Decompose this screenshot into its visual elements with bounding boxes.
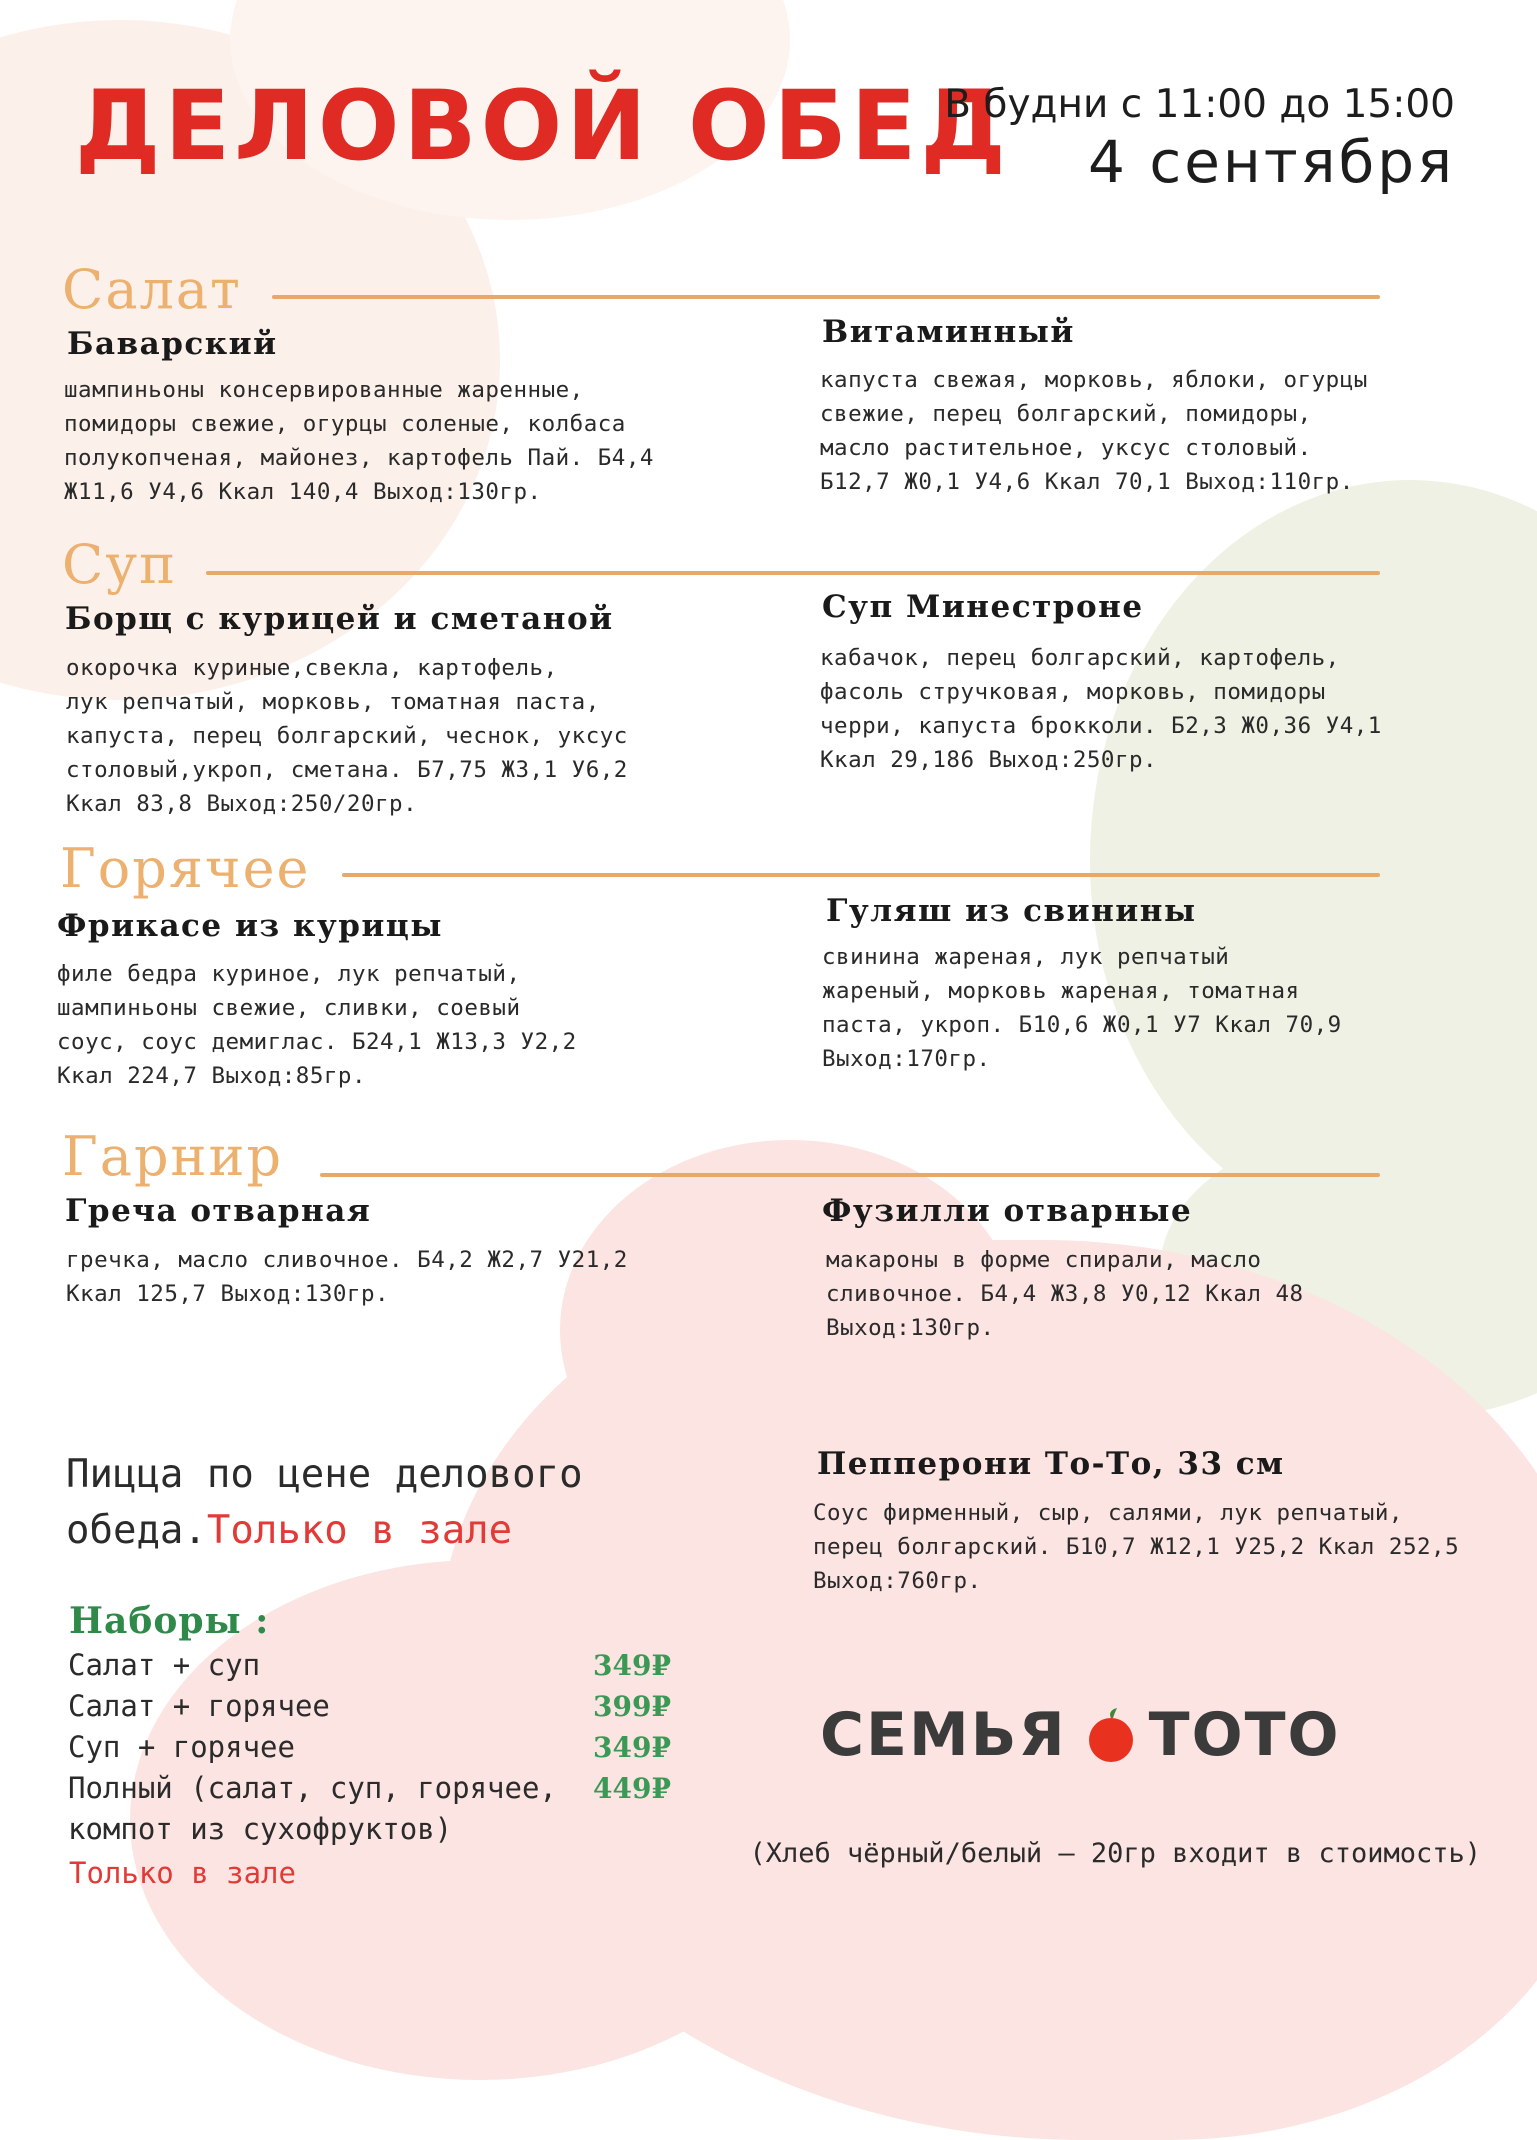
dish-description: гречка, масло сливочное. Б4,2 Ж2,7 У21,2 Ккал 125,7 Выход:130гр.: [66, 1247, 628, 1307]
dish-name: Фрикасе из курицы: [57, 908, 443, 944]
dish-name: Греча отварная: [65, 1193, 372, 1229]
dish-description: свинина жареная, лук репчатый жареный, морковь жареная, томатная паста, укроп. Б10,6 Ж0,1 У7 Ккал 70,9 Выход:170гр.: [822, 944, 1342, 1072]
dish-name: Борщ с курицей и сметаной: [65, 601, 614, 637]
category-heading-garnish: Гарнир: [62, 1125, 284, 1188]
brand-logo: [820, 1700, 1341, 1770]
section-divider: [320, 1173, 1380, 1177]
set-label: Полный (салат, суп, горячее, компот из сухофруктов): [68, 1771, 557, 1846]
sets-title: Наборы :: [69, 1600, 270, 1642]
logo-text-right: ТОТО: [1148, 1700, 1341, 1770]
dish-description: окорочка куриные,свекла, картофель, лук репчатый, морковь, томатная паста, капуста, перец болгарский, чеснок, уксус столовый,укроп, сметана. Б7,75 Ж3,1 У6,2 Ккал 83,8 Выход:250/20гр.: [66, 655, 628, 817]
set-price: 349₽: [593, 1649, 671, 1682]
set-label: Салат + суп: [68, 1648, 261, 1682]
set-price: 449₽: [593, 1772, 671, 1805]
set-price: 349₽: [593, 1731, 671, 1764]
section-divider: [272, 295, 1380, 299]
set-price: 399₽: [593, 1690, 671, 1723]
page-title: ДЕЛОВОЙ ОБЕД: [75, 70, 1010, 182]
set-item: [68, 1686, 678, 1727]
dish-description: кабачок, перец болгарский, картофель, фасоль стручковая, морковь, помидоры черри, капуста брокколи. Б2,3 Ж0,36 У4,1 Ккал 29,186 Выход:250гр.: [820, 645, 1382, 773]
only-in-hall-label: Только в зале: [206, 1508, 513, 1553]
dish-name: Витаминный: [822, 314, 1075, 350]
sets-list: [68, 1645, 688, 1885]
pizza-name: Пепперони То-То, 33 см: [817, 1446, 1285, 1482]
pizza-promo: [66, 1447, 583, 1559]
category-heading-hot: Горячее: [60, 837, 311, 900]
pizza-description: Соус фирменный, сыр, салями, лук репчатый, перец болгарский. Б10,7 Ж12,1 У25,2 Ккал 252,5 Выход:760гр.: [813, 1500, 1460, 1594]
dish-description: филе бедра куриное, лук репчатый, шампиньоны свежие, сливки, соевый соус, соус демиглас. Б24,1 Ж13,3 У2,2 Ккал 224,7 Выход:85гр.: [57, 961, 577, 1089]
dish-name: Гуляш из свинины: [826, 893, 1197, 929]
dish-description: капуста свежая, морковь, яблоки, огурцы свежие, перец болгарский, помидоры, масло растительное, уксус столовый. Б12,7 Ж0,1 У4,6 Ккал 70,1 Выход:110гр.: [820, 367, 1368, 495]
dish-name: Суп Минестроне: [822, 589, 1144, 625]
dish-name: Фузилли отварные: [822, 1193, 1193, 1229]
bread-note: (Хлеб чёрный/белый – 20гр входит в стоимость): [749, 1838, 1481, 1869]
section-divider: [342, 873, 1380, 877]
section-divider: [206, 571, 1380, 575]
dish-description: шампиньоны консервированные жаренные, помидоры свежие, огурцы соленые, колбаса полукопченая, майонез, картофель Пай. Б4,4 Ж11,6 У4,6 Ккал 140,4 Выход:130гр.: [64, 377, 654, 505]
set-label: Суп + горячее: [68, 1730, 295, 1764]
pizza-promo-line: Пицца по цене делового: [66, 1452, 583, 1497]
set-item: [68, 1768, 678, 1850]
dish-name: Баварский: [67, 326, 278, 362]
sets-only-in-hall-note: Только в зале: [69, 1856, 296, 1890]
tomato-icon: [1087, 1706, 1135, 1764]
set-item: [68, 1727, 678, 1768]
opening-hours: В будни с 11:00 до 15:00: [944, 82, 1455, 127]
category-heading-soup: Суп: [62, 533, 178, 596]
logo-text-left: СЕМЬЯ: [820, 1700, 1067, 1770]
pizza-promo-text: обеда.: [66, 1508, 207, 1553]
set-item: [68, 1645, 678, 1686]
category-heading-salad: Салат: [62, 258, 242, 321]
pizza-promo-line: [66, 1503, 583, 1559]
menu-date: 4 сентября: [1088, 128, 1455, 196]
dish-description: макароны в форме спирали, масло сливочное. Б4,4 Ж3,8 У0,12 Ккал 48 Выход:130гр.: [826, 1247, 1304, 1341]
set-label: Салат + горячее: [68, 1689, 330, 1723]
